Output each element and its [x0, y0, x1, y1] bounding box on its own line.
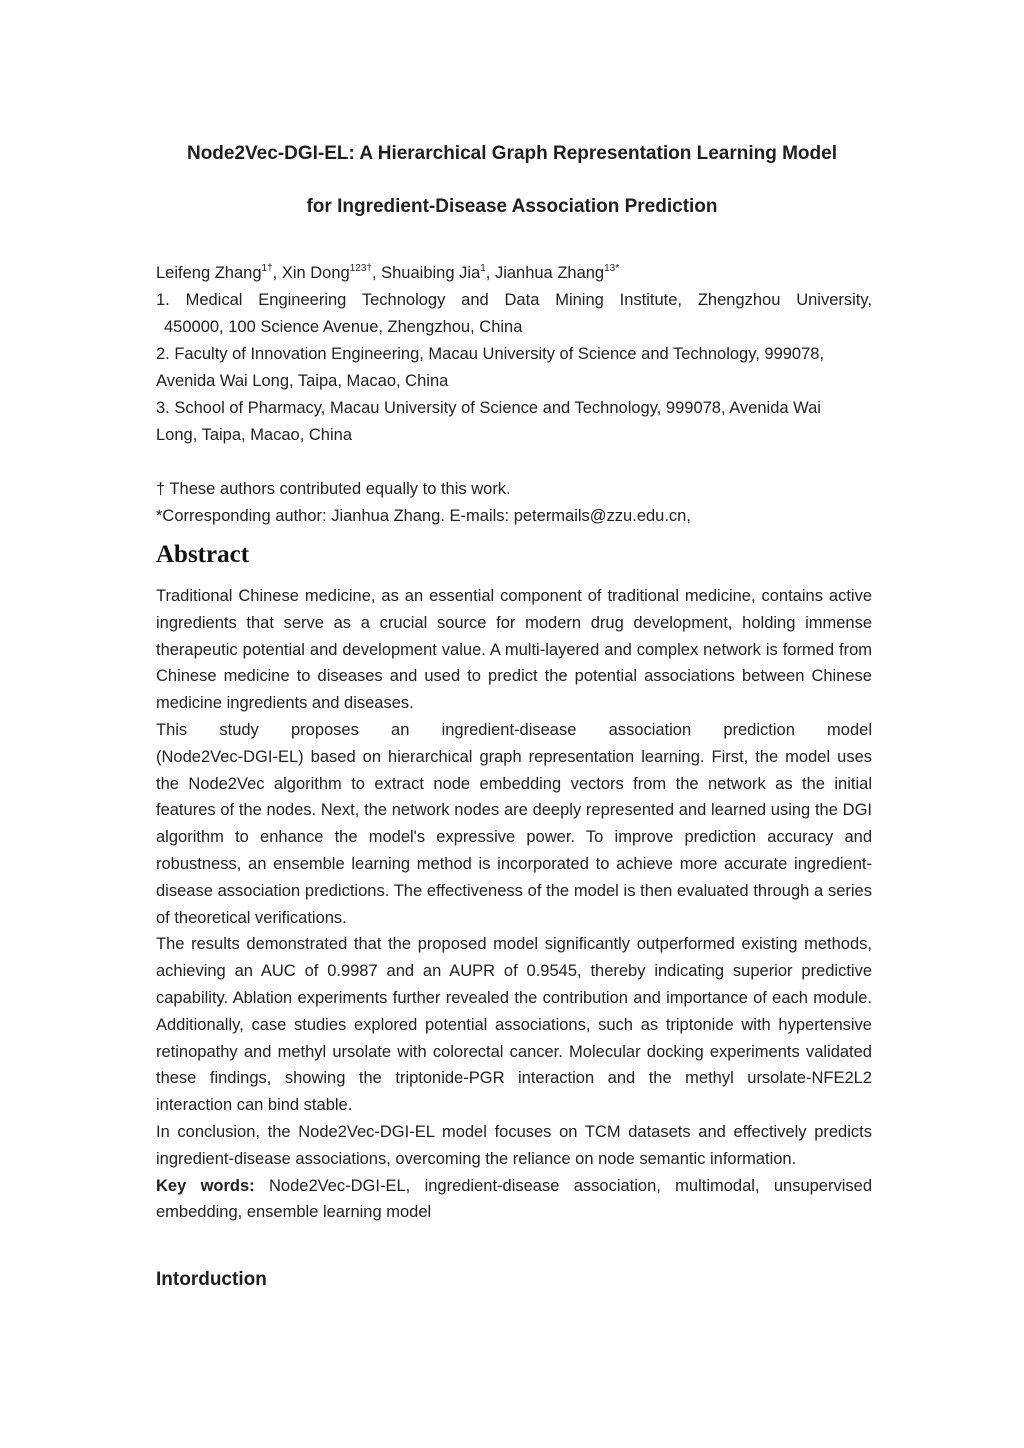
- author-block: [156, 260, 872, 449]
- equal-contribution-note: † These authors contributed equally to this work.: [156, 480, 511, 498]
- author-notes: [156, 476, 872, 530]
- abstract-paragraph-1: Traditional Chinese medicine, as an essential component of traditional medicine, contains active ingredients that serve as a crucial source for modern drug development, holding immense therapeutic potential and development value. A multi-layered and complex network is formed from Chinese medicine to diseases and used to predict the potential associations between Chinese medicine ingredients and diseases.: [156, 587, 872, 713]
- affiliation-1-line-2: 450000, 100 Science Avenue, Zhengzhou, China: [164, 318, 523, 336]
- author-affiliation-mark: 1†: [261, 262, 273, 274]
- affiliation-3-line-2: Long, Taipa, Macao, China: [156, 426, 352, 444]
- author-affiliation-mark: 123†: [349, 262, 372, 274]
- abstract-paragraph-4: In conclusion, the Node2Vec-DGI-EL model focuses on TCM datasets and effectively predicts ingredient-disease associations, overcoming the reliance on node semantic information.: [156, 1122, 872, 1168]
- keywords: [156, 1173, 872, 1227]
- author-name: Xin Dong: [281, 264, 350, 282]
- abstract-paragraph-2-first-line: This study proposes an ingredient-disease association prediction model: [156, 720, 872, 739]
- abstract-paragraph-2: (Node2Vec-DGI-EL) based on hierarchical graph representation learning. First, the model uses the Node2Vec algorithm to extract node embedding vectors from the network as the initial features of the nodes. Next, the network nodes are deeply represented and learned using the DGI algorithm to enhance the model's expressive power. To improve prediction accuracy and robustness, an ensemble learning method is incorporated to achieve more accurate ingredient-disease association predictions. The effectiveness of the model is then evaluated through a series of theoretical verifications.: [156, 747, 872, 927]
- paper-title-line-2: for Ingredient-Disease Association Prediction: [306, 196, 718, 217]
- affiliation-1-line-1: 1. Medical Engineering Technology and Data Mining Institute, Zhengzhou University,: [156, 291, 872, 309]
- abstract-body: [156, 583, 872, 1226]
- introduction-heading: Intorduction: [156, 1269, 267, 1290]
- author-list: [156, 260, 872, 287]
- keywords-list: Node2Vec-DGI-EL, ingredient-disease association, multimodal, unsupervised embedding, ensemble learning model: [156, 1176, 873, 1222]
- corresponding-author-note: *Corresponding author: Jianhua Zhang. E-mails: petermails@zzu.edu.cn,: [156, 507, 691, 525]
- author-affiliation-mark: 13*: [604, 262, 620, 274]
- affiliation-2-line-2: Avenida Wai Long, Taipa, Macao, China: [156, 372, 449, 390]
- author-affiliation-mark: 1: [480, 262, 486, 274]
- abstract-heading: Abstract: [156, 541, 250, 568]
- paper-title-line-1: Node2Vec-DGI-EL: A Hierarchical Graph Representation Learning Model: [186, 143, 837, 164]
- author-separator: ,: [272, 264, 282, 282]
- author-separator: ,: [371, 264, 382, 282]
- affiliation-2-line-1: 2. Faculty of Innovation Engineering, Macau University of Science and Technology, 999078,: [156, 345, 825, 363]
- author-name: Jianhua Zhang: [494, 264, 605, 282]
- author-separator: ,: [485, 264, 495, 282]
- abstract-paragraph-3: The results demonstrated that the proposed model significantly outperformed existing methods, achieving an AUC of 0.9987 and an AUPR of 0.9545, thereby indicating superior predictive capability. Ablation experiments further revealed the contribution and importance of each module. Additionally, case studies explored potential associations, such as triptonide with hypertensive retinopathy and methyl ursolate with colorectal cancer. Molecular docking experiments validated these findings, showing the triptonide-PGR interaction and the methyl ursolate-NFE2L2 interaction can bind stable.: [156, 935, 872, 1115]
- author-name: Leifeng Zhang: [156, 264, 262, 282]
- keywords-label: Key words:: [156, 1176, 255, 1195]
- author-name: Shuaibing Jia: [381, 264, 481, 282]
- affiliation-3-line-1: 3. School of Pharmacy, Macau University of Science and Technology, 999078, Avenida Wai: [156, 399, 821, 417]
